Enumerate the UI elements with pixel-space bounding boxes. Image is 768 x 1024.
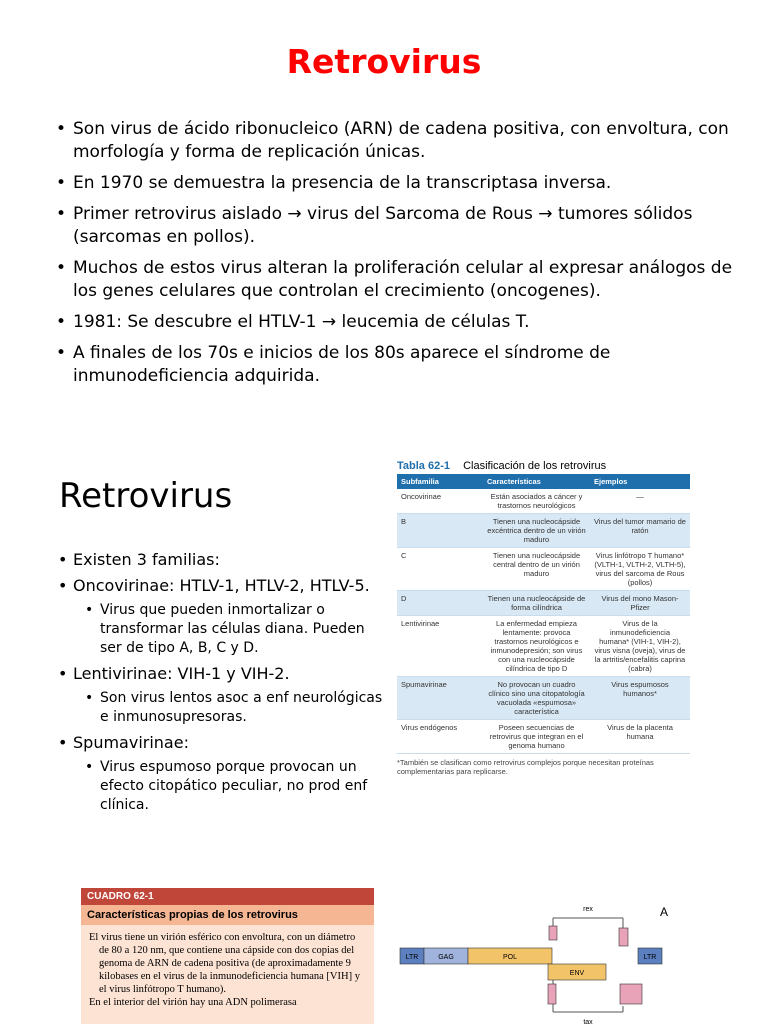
table-cell: Tienen una nucleocápside de forma cilíndrica [483, 591, 590, 616]
pol-label: POL [502, 954, 518, 961]
tax-label: tax [583, 1019, 593, 1024]
table-row [397, 514, 690, 548]
box-subtitle: Características propias de los retrovirus [81, 905, 374, 925]
intro-bullet: • 1981: Se descubre el HTLV-1 → leucemia de células T. [56, 311, 736, 334]
table-cell: No provocan un cuadro clínico sino una citopatología vacuolada «espumosa» característica [483, 677, 590, 720]
box-paragraph: En el interior del virión hay una ADN polimerasa [89, 997, 297, 1008]
table-cell: D [397, 591, 483, 616]
table-caption [397, 460, 690, 472]
intro-bullet-list [56, 118, 736, 396]
table-cell: Virus endógenos [397, 720, 483, 754]
family-item: • Lentivirinae: VIH-1 y VIH-2. [58, 663, 388, 684]
table-cell: B [397, 514, 483, 548]
box-header: CUADRO 62-1 [81, 888, 374, 905]
intro-bullet: • Son virus de ácido ribonucleico (ARN) de cadena positiva, con envoltura, con morfología y forma de replicación únicas. [56, 118, 736, 164]
table-cell: Tienen una nucleocápside central dentro de un virión maduro [483, 548, 590, 591]
classification-table [397, 474, 690, 754]
panel-letter: A [660, 905, 669, 919]
rex-exon [619, 928, 628, 946]
table-cell: C [397, 548, 483, 591]
rex-label: rex [583, 906, 593, 913]
table-caption-text: Clasificación de los retrovirus [463, 460, 607, 472]
table-footnote: *También se clasifican como retrovirus complejos porque necesitan proteínas complementarias para replicarse. [397, 758, 654, 776]
table-row [397, 720, 690, 754]
tax-exon [548, 984, 556, 1004]
rex-exon [549, 926, 557, 940]
table-cell: La enfermedad empieza lentamente: provoca trastornos neurológicos e inmunodepresión; son virus con una nucleocápside cilíndrica de tipo D [483, 616, 590, 677]
gag-label: GAG [438, 954, 454, 961]
table-row [397, 677, 690, 720]
table-cell: Oncovirinae [397, 489, 483, 514]
env-label: ENV [569, 970, 585, 977]
table-cell: Están asociados a cáncer y trastornos neurológicos [483, 489, 590, 514]
ltr-right-label: LTR [643, 954, 657, 961]
table-number: Tabla 62-1 [397, 460, 450, 472]
intro-bullet: • A finales de los 70s e inicios de los 80s aparece el síndrome de inmunodeficiencia adquirida. [56, 342, 736, 388]
table-header-cell: Ejemplos [590, 474, 690, 489]
intro-bullet: • En 1970 se demuestra la presencia de la transcriptasa inversa. [56, 172, 736, 195]
box-paragraph: El virus tiene un virión esférico con envoltura, con un diámetro de 80 a 120 nm, que contiene una cápside con dos copias del genoma de ARN de cadena positiva (de aproximadamente 9 kilobases en el virus de la inmunodeficiencia humana [VIH] y el virus linfótropo T humano). [89, 932, 360, 995]
table-cell: Virus del mono Mason-Pfizer [590, 591, 690, 616]
intro-bullet: • Muchos de estos virus alteran la proliferación celular al expresar análogos de los genes celulares que controlan el crecimiento (oncogenes). [56, 257, 736, 303]
intro-bullet: • Primer retrovirus aislado → virus del Sarcoma de Rous → tumores sólidos (sarcomas en pollos). [56, 203, 736, 249]
family-item: • Oncovirinae: HTLV-1, HTLV-2, HTLV-5. [58, 575, 388, 596]
table-cell: Spumavirinae [397, 677, 483, 720]
table-row [397, 616, 690, 677]
table-header-row [397, 474, 690, 489]
table-row [397, 548, 690, 591]
table-cell: Poseen secuencias de retrovirus que integran en el genoma humano [483, 720, 590, 754]
table-row [397, 591, 690, 616]
genome-diagram [398, 896, 698, 1024]
table-cell: Virus del tumor mamario de ratón [590, 514, 690, 548]
table-cell: Virus linfótropo T humano* (VLTH-1, VLTH-2, VLTH-5), virus del sarcoma de Rous (pollos) [590, 548, 690, 591]
family-subitem: • Virus que pueden inmortalizar o transformar las células diana. Pueden ser de tipo A, B, C y D. [85, 601, 388, 658]
family-subitem: • Son virus lentos asoc a enf neurológicas e inmunosupresoras. [85, 689, 388, 727]
table-row [397, 489, 690, 514]
table-header-cell: Características [483, 474, 590, 489]
table-cell: Virus de la placenta humana [590, 720, 690, 754]
tax-exon [620, 984, 642, 1004]
table-cell: Virus de la inmunodeficiencia humana* (VIH-1, VIH-2), virus visna (oveja), virus de la artritis/encefalitis caprina (cabra) [590, 616, 690, 677]
family-item: • Existen 3 familias: [58, 549, 388, 570]
table-header-cell: Subfamilia [397, 474, 483, 489]
table-cell: Tienen una nucleocápside excéntrica dentro de un virión maduro [483, 514, 590, 548]
section-title: Retrovirus [59, 476, 233, 516]
family-list [58, 549, 388, 820]
box-body [81, 925, 374, 1015]
slide-title: Retrovirus [286, 42, 482, 81]
classification-table-figure [397, 460, 690, 776]
characteristics-box [81, 888, 374, 1024]
family-subitem: • Virus espumoso porque provocan un efecto citopático peculiar, no prod enf clínica. [85, 758, 388, 815]
table-cell: — [590, 489, 690, 514]
table-cell: Virus espumosos humanos* [590, 677, 690, 720]
family-item: • Spumavirinae: [58, 732, 388, 753]
ltr-left-label: LTR [405, 954, 419, 961]
table-cell: Lentivirinae [397, 616, 483, 677]
